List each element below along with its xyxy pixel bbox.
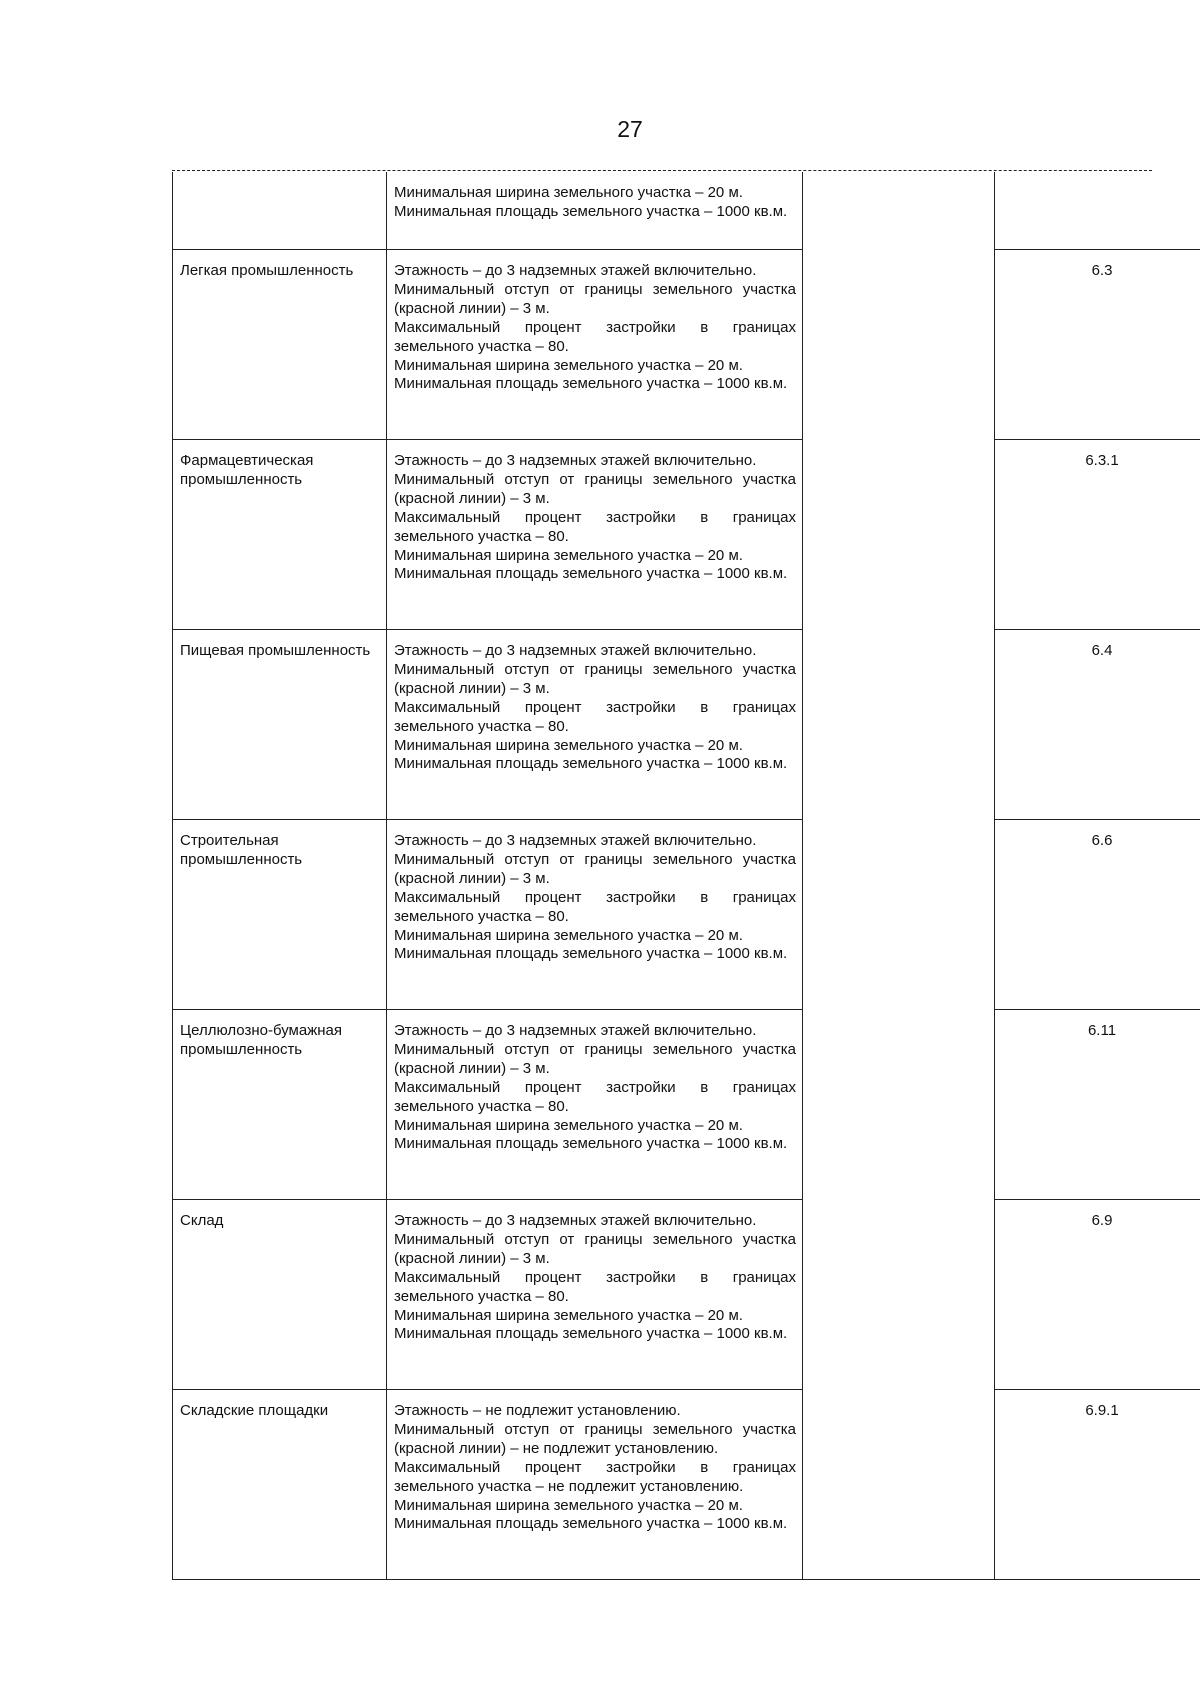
table-row: [173, 250, 1200, 440]
parameter-line: Минимальная площадь земельного участка – 1000 кв.м.: [394, 1135, 788, 1153]
use-type-name: Целлюлозно-бумажная промышленность: [173, 1010, 387, 1200]
parameter-line: Минимальная ширина земельного участка – 20 м.: [394, 1496, 743, 1514]
parameter-line: Этажность – до 3 надземных этажей включительно.: [394, 452, 757, 469]
use-type-code: 6.3: [995, 250, 1200, 440]
table-row: [173, 630, 1200, 820]
parameter-line: Минимальная ширина земельного участка – 20 м.: [394, 356, 743, 374]
use-type-name: Складские площадки: [173, 1390, 387, 1580]
parameter-line: Максимальный процент застройки в границах земельного участка – 80.: [394, 318, 796, 355]
use-type-name: [173, 172, 387, 250]
parameters-cell: [387, 1010, 803, 1200]
use-type-name: Склад: [173, 1200, 387, 1390]
table-row: [173, 172, 1200, 250]
use-type-name: Пищевая промышленность: [173, 630, 387, 820]
parameter-line: Минимальная ширина земельного участка – 20 м.: [394, 1116, 743, 1134]
parameter-line: Минимальная ширина земельного участка – 20 м.: [394, 184, 743, 201]
parameter-line: Минимальный отступ от границы земельного участка (красной линии) – 3 м.: [394, 470, 796, 507]
use-type-code: 6.11: [995, 1010, 1200, 1200]
parameter-line: Минимальный отступ от границы земельного участка (красной линии) – 3 м.: [394, 660, 796, 697]
parameters-cell: [387, 1200, 803, 1390]
parameter-line: Максимальный процент застройки в границах земельного участка – 80.: [394, 888, 796, 925]
parameter-line: Минимальная площадь земельного участка – 1000 кв.м.: [394, 1325, 788, 1343]
parameter-line: Минимальная площадь земельного участка – 1000 кв.м.: [394, 202, 788, 220]
use-type-name: Строительная промышленность: [173, 820, 387, 1010]
parameter-line: Минимальная ширина земельного участка – 20 м.: [394, 926, 743, 944]
use-type-name: Фармацевтическая промышленность: [173, 440, 387, 630]
parameter-line: Минимальный отступ от границы земельного участка (красной линии) – 3 м.: [394, 850, 796, 887]
parameter-line: Максимальный процент застройки в границах земельного участка – 80.: [394, 1268, 796, 1305]
parameter-line: Минимальная площадь земельного участка – 1000 кв.м.: [394, 755, 788, 773]
parameter-line: Максимальный процент застройки в границах земельного участка – не подлежит установлению.: [394, 1458, 796, 1495]
table-row: [173, 1390, 1200, 1580]
parameter-line: Этажность – до 3 надземных этажей включительно.: [394, 1022, 757, 1039]
table-row: [173, 820, 1200, 1010]
use-type-code: 6.9.1: [995, 1390, 1200, 1580]
parameter-line: Минимальная площадь земельного участка – 1000 кв.м.: [394, 565, 788, 583]
parameter-line: Этажность – не подлежит установлению.: [394, 1402, 681, 1419]
parameters-cell: [387, 1390, 803, 1580]
parameters-cell: [387, 630, 803, 820]
parameter-line: Минимальная ширина земельного участка – 20 м.: [394, 546, 743, 564]
parameter-line: Максимальный процент застройки в границах земельного участка – 80.: [394, 698, 796, 735]
parameters-cell: [387, 820, 803, 1010]
table-row: [173, 440, 1200, 630]
table-top-dashed-border: [172, 170, 1152, 171]
table-row: [173, 1010, 1200, 1200]
parameter-line: Минимальный отступ от границы земельного участка (красной линии) – не подлежит установлению.: [394, 1420, 796, 1457]
use-type-code: 6.6: [995, 820, 1200, 1010]
parameter-line: Минимальный отступ от границы земельного участка (красной линии) – 3 м.: [394, 280, 796, 317]
parameter-line: Минимальная ширина земельного участка – 20 м.: [394, 1306, 743, 1324]
parameter-line: Этажность – до 3 надземных этажей включительно.: [394, 642, 757, 659]
page-number: 27: [617, 116, 643, 142]
parameter-line: Минимальный отступ от границы земельного участка (красной линии) – 3 м.: [394, 1040, 796, 1077]
parameter-line: Этажность – до 3 надземных этажей включительно.: [394, 262, 757, 279]
parameter-line: Минимальный отступ от границы земельного участка (красной линии) – 3 м.: [394, 1230, 796, 1267]
use-type-code: 6.3.1: [995, 440, 1200, 630]
parameter-line: Минимальная ширина земельного участка – 20 м.: [394, 736, 743, 754]
zoning-table-body: [173, 172, 1200, 1580]
zoning-table: [172, 172, 1200, 1580]
parameter-line: Минимальная площадь земельного участка – 1000 кв.м.: [394, 375, 788, 393]
parameters-cell: [387, 440, 803, 630]
use-type-name: Легкая промышленность: [173, 250, 387, 440]
use-type-code: 6.4: [995, 630, 1200, 820]
parameter-line: Максимальный процент застройки в границах земельного участка – 80.: [394, 508, 796, 545]
parameters-cell: [387, 250, 803, 440]
merged-empty-cell: [803, 172, 995, 1580]
use-type-code: [995, 172, 1200, 250]
parameter-line: Этажность – до 3 надземных этажей включительно.: [394, 832, 757, 849]
parameters-cell: [387, 172, 803, 250]
parameter-line: Минимальная площадь земельного участка – 1000 кв.м.: [394, 1515, 788, 1533]
parameter-line: Этажность – до 3 надземных этажей включительно.: [394, 1212, 757, 1229]
table-row: [173, 1200, 1200, 1390]
parameter-line: Минимальная площадь земельного участка – 1000 кв.м.: [394, 945, 788, 963]
parameter-line: Максимальный процент застройки в границах земельного участка – 80.: [394, 1078, 796, 1115]
use-type-code: 6.9: [995, 1200, 1200, 1390]
